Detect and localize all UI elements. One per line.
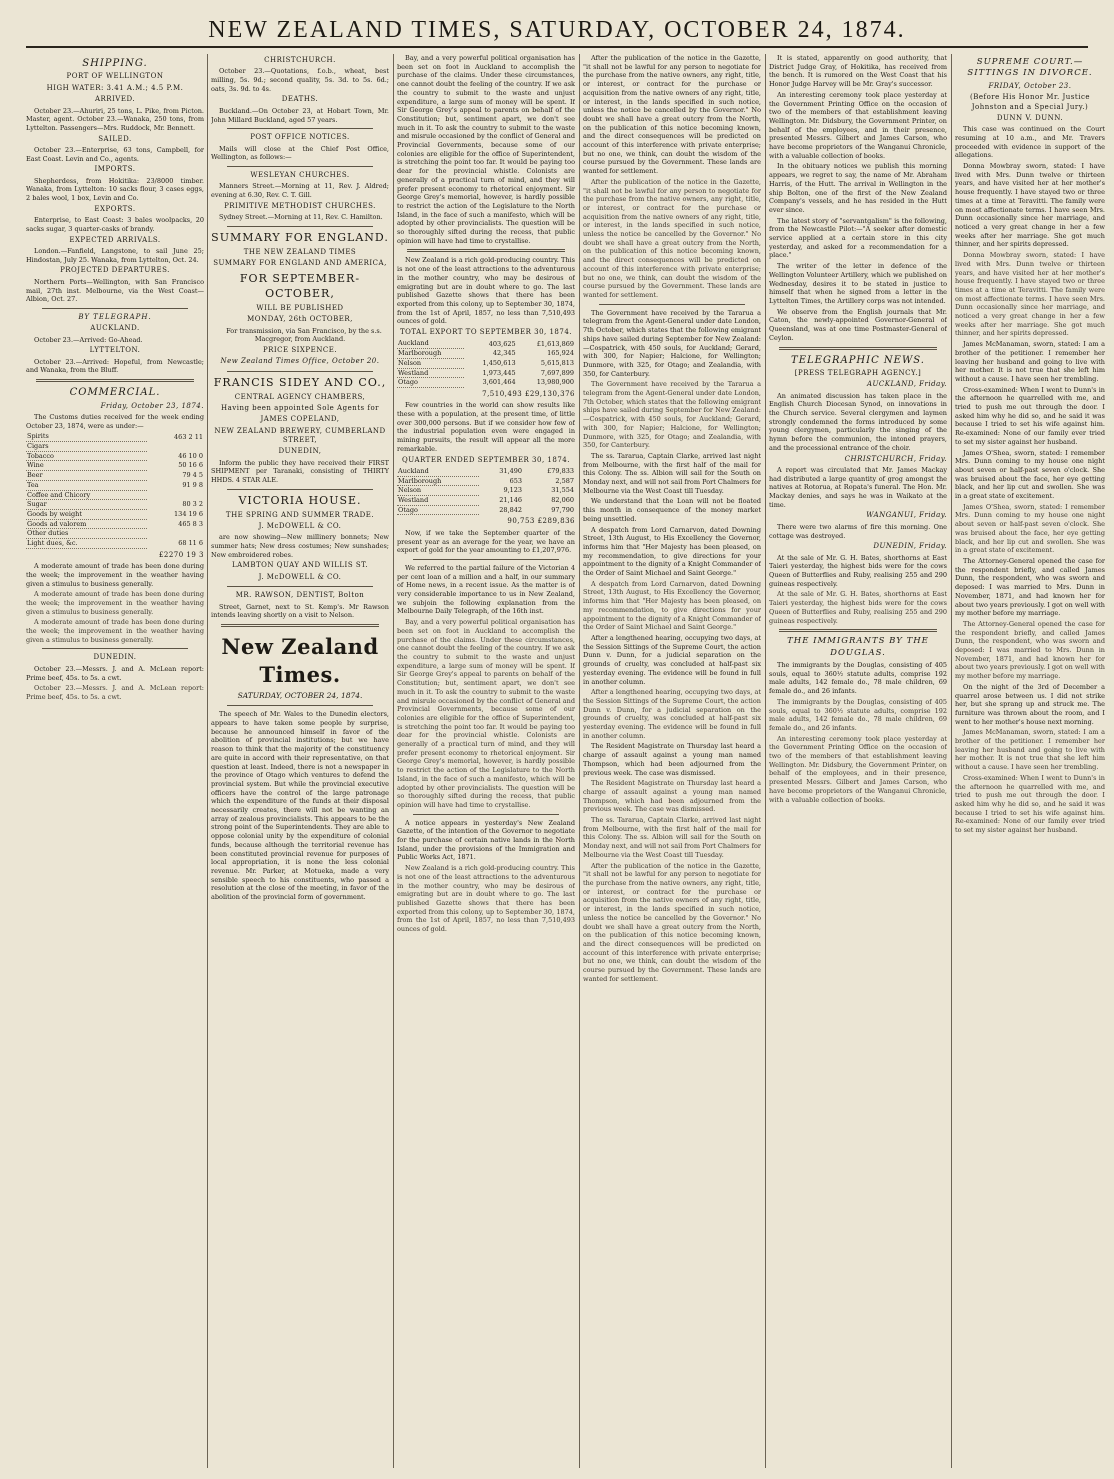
table-cell: 653 (509, 476, 523, 485)
table-row (397, 505, 575, 515)
auckland-place: AUCKLAND, Friday. (866, 380, 947, 389)
table-cell (147, 529, 204, 539)
court-bench: (Before His Honor Mr. Justice Johnston and a Special Jury.) (969, 93, 1091, 111)
court-text: Cross-examined: When I went to Dunn's in the afternoon he quarrelled with me, and tried to push me out through the door. I asked him why he did so, and he said it was because I tried to set his wife against him. Re-examined: None of our family ever tried to set my sister against her husband. (955, 385, 1105, 446)
news-text: It is stated, apparently on good authority, that District Judge Gray, of Hokitika, has received from the bench. It is rumored on the West Coast that his Honor Judge Harvey will be Mr. Gray's successor. (769, 54, 947, 89)
table-cell: 97,790 (551, 505, 574, 514)
expected-text: London.—Fanfield, Langstone, to sail June 25; Hindostan, July 25. Wanaka, from Lyttelton, Oct. 24. (26, 247, 204, 264)
table-cell: Wine (26, 461, 147, 471)
divider (36, 379, 194, 382)
summary-line: SUMMARY FOR ENGLAND AND AMERICA, (213, 259, 387, 268)
refer-filler: Bay, and a very powerful political organisation has been set on foot in Auckland to accomplish the purchase of the claims. Under these circumstances, one cannot doubt the feeling of the country. If we ask the country to submit to the waste and unjust expenditure, a large sum of money will be spent. If Sir George Grey's appeal to parents on behalf of the Constitution; but, sentiment apart, we don't see much in it. To ask the country to submit to the waste and misrule occasioned by the conflict of General and Provincial Governments, because some of our colonies are eligible for the office of Superintendent, is stretching the point too far. It would be paying too dear for the provincial whistle. Colonists are generally of a practical turn of mind, and they will prefer present economy to rhetorical enjoyment. Sir George Grey's memorial, however, is hardly possible to restrict the action of the Legislature to the North Island, in the face of such a manifesto, which will be adopted by other provincialists. The question will be so thoroughly sifted during the recess, that public opinion will have had time to crystallise. (397, 618, 575, 809)
wanganui-place: WANGANUI, Friday. (866, 511, 947, 520)
table-cell: Nelson (397, 486, 479, 496)
table-cell: Westland (397, 496, 479, 506)
table-cell: 134 19 6 (174, 509, 203, 518)
table-cell: 13,980,900 (536, 378, 574, 387)
column-6 (955, 54, 1105, 1468)
divider (227, 371, 373, 372)
table-cell: Marlborough (397, 476, 479, 486)
news-filler: A despatch from Lord Carnarvon, dated Downing Street, 13th August, to His Excellency the Governor, informs him that "Her Majesty has been pleased, on my recommendation, to give directions for your appointment to the dignity of a Knight Commander of the Order of Saint Michael and Saint George." (583, 579, 761, 632)
divider (42, 308, 188, 309)
court-heading: SUPREME COURT.—SITTINGS IN DIVORCE. (967, 57, 1093, 79)
news-filler: After the publication of the notice in the Gazette, "it shall not be lawful for any person to negotiate for the purchase from the native owners, any right, title, or interest, or contract for the purchase or acquisition from the native owners of any right, title, or interest, in the lands specified in such notice, unless the notice be cancelled by the Governor." No doubt we shall have a great outcry from the North, on the publication of this notice becoming known, and the direct consequences will be predicted on account of this interference with private enterprise; but no one, we think, can doubt the wisdom of the course pursued by the Government. These lands are wanted for settlement. (583, 177, 761, 299)
table-cell: 79 4 5 (182, 471, 203, 480)
masthead-title: NEW ZEALAND TIMES, SATURDAY, OCTOBER 24, 1874. (208, 16, 906, 43)
immigrants-filler: The immigrants by the Douglas, consisting of 405 souls, equal to 360½ statute adults, comprise 192 male adults, 142 female do., 78 male children, 69 female do., and 26 infants. (769, 697, 947, 732)
table-row (26, 471, 204, 481)
refer-text: We referred to the partial failure of the Victorian 4 per cent loan of a million and a half, in our summary of Home news, in a recent issue. As the matter is of very considerable importance to us in New Zealand, we subjoin the following explanation from the Melbourne Daily Telegraph, of the 16th inst. (397, 563, 575, 616)
table-cell: Sugar (26, 500, 147, 510)
expected-heading: EXPECTED ARRIVALS. (69, 235, 161, 244)
table-cell: Goods by weight (26, 509, 147, 519)
table-cell (147, 442, 204, 452)
court-text: On the night of the 3rd of December a quarrel arose between us. I did not strike her, but she sprang up and struck me. The furniture was thrown about the room, and I went to her mother's house next morning. (955, 682, 1105, 726)
table-cell: Marlborough (397, 349, 464, 359)
sept-table (397, 467, 575, 516)
table-cell: Auckland (397, 339, 464, 348)
summary-heading: SUMMARY FOR ENGLAND. (211, 230, 389, 244)
commercial-more: A moderate amount of trade has been done during the week; the improvement in the weather having given a stimulus to business generally. (26, 562, 204, 588)
column-3 (397, 54, 575, 1468)
summary-line: For transmission, via San Francisco, by the s.s. Macgregor, from Auckland. (226, 326, 382, 344)
paper-date: SATURDAY, OCTOBER 24, 1874. (237, 691, 363, 701)
commercial-date: Friday, October 23, 1874. (100, 401, 204, 410)
christchurch-place: CHRISTCHURCH, Friday. (844, 454, 947, 463)
table-cell: Tea (26, 480, 147, 490)
news-text: The ss. Tararua, Captain Clarke, arrived last night from Melbourne, with the first half of the mail for this Colony. The ss. Albion will sail for the South on Monday next, and will not sail from Port Chalmers for Melbourne via the West Coast till Tuesday. (583, 451, 761, 495)
table-cell: 9,123 (503, 486, 523, 495)
table-row (26, 480, 204, 490)
news-text: The latest story of "servantgalism" is the following, from the Newcastle Pilot:—"A seeker after domestic service applied at a certain store in this city yesterday, and asked for a recommendation for a place." (769, 216, 947, 260)
table-cell: 463 2 11 (174, 432, 203, 441)
divider (413, 559, 559, 560)
dentist-text: Street, Garnet, next to St. Kemp's. Mr Rawson intends leaving shortly on a visit to Nelson. (211, 602, 389, 620)
table-row (397, 496, 575, 506)
summary-line: WILL BE PUBLISHED (256, 303, 344, 312)
table-cell: 91 9 8 (182, 480, 203, 489)
immigrants-filler: An interesting ceremony took place yesterday at the Government Printing Office on the occasion of two of the members of that establishment leaving Wellington. Mr. Didsbury, the Government Printer, on behalf of the employees, and in their presence, presented Messrs. Gilbert and James Carson, who have become proprietors of the Wanganui Chronicle, with a valuable collection of books. (769, 734, 947, 804)
divider (599, 304, 745, 305)
sidey-heading: FRANCIS SIDEY AND CO., (213, 375, 387, 389)
table-row (26, 451, 204, 461)
table-cell: Other duties (26, 529, 147, 539)
paper-title: New Zealand Times. (221, 633, 379, 688)
commercial-filler: A moderate amount of trade has been done during the week; the improvement in the weather having given a stimulus to business generally. (26, 618, 204, 644)
sidey-more: Inform the public they have received their FIRST SHIPMENT per Taranaki, consisting of THIRTY HHDS. 4 STAR ALE. (211, 458, 389, 485)
table-row (397, 486, 575, 496)
divider (227, 128, 373, 129)
commercial-text: The Customs duties received for the week ending October 23, 1874, were as under:— (26, 412, 204, 430)
export-heading: TOTAL EXPORT TO SEPTEMBER 30, 1874. (399, 328, 573, 337)
customs-table (26, 432, 204, 548)
court-filler: Cross-examined: When I went to Dunn's in the afternoon he quarrelled with me, and tried to push me out through the door. I asked him why he did so, and he said it was because I tried to set his wife against him. Re-examined: None of our family ever tried to set my sister against her husband. (955, 773, 1105, 835)
table-row (26, 500, 204, 510)
table-cell: 31,490 (499, 467, 523, 476)
masthead (26, 14, 1088, 48)
dunedin-text: October 23.—Messrs. J. and A. McLean report: Prime beef, 45s. to 5s. a cwt. (26, 664, 204, 682)
table-cell: Tobacco (26, 451, 147, 461)
news-filler: The Resident Magistrate on Thursday last heard a charge of assault against a young man named Thompson, which had been adjourned from the previous week. The case was dismissed. (583, 779, 761, 814)
court-date: FRIDAY, October 23. (988, 81, 1072, 90)
table-cell: 165,924 (547, 349, 574, 358)
news-filler: After the publication of the notice in the Gazette, "it shall not be lawful for any person to negotiate for the purchase from the native owners, any right, title, or interest, or contract for the purchase or acquisition from the native owners of any right, title, or interest, in the lands specified in such notice, unless the notice be cancelled by the Governor." No doubt we shall have a great outcry from the North, on the publication of this notice becoming known, and the direct consequences will be predicted on account of this interference with private enterprise; but no one, we think, can doubt the wisdom of the course pursued by the Government. These lands are wanted for settlement. (583, 861, 761, 983)
sept-total: 90,753 £289,836 (507, 517, 575, 526)
summary-price: PRICE SIXPENCE. (262, 346, 338, 355)
export-total: 7,510,493 £29,130,376 (482, 389, 575, 398)
christchurch-text: A report was circulated that Mr. James Mackay had distributed a large quantity of grog amongst the natives at Rotorua, at Ropata's funeral. The Hon. Mr. Mackay denies, and says he was in Waikato at the time. (769, 465, 947, 509)
sidey-name: JAMES COPELAND, (260, 415, 340, 424)
news-text: We understand that the Loan will not be floated this month in consequence of the money market being unsettled. (583, 497, 761, 523)
sailed-text: October 23.—Enterprise, 63 tons, Campbell, for East Coast. Levin and Co., agents. (26, 146, 204, 163)
table-cell (147, 490, 204, 500)
telegraphic-sub: [PRESS TELEGRAPH AGENCY.] (794, 368, 922, 377)
court-filler: James McManaman, sworn, stated: I am a brother of the petitioner. I remember her leaving her husband and going to live with her mother. It is not true that she left him without a cause. I have seen her trembling. (955, 728, 1105, 772)
court-text: James McManaman, sworn, stated: I am a brother of the petitioner. I remember her leaving her husband and going to live with her mother. It is not true that she left him without a cause. I have seen her trembling. (955, 340, 1105, 383)
news-text: After the publication of the notice in the Gazette, "it shall not be lawful for any person to negotiate for the purchase from the native owners, any right, title, or interest, or contract for the purchase or acquisition from the native owners of any right, title, or interest, in the lands specified in such notice, unless the notice be cancelled by the Governor." No doubt we shall have a great outcry from the North, on the publication of this notice becoming known, and the direct consequences will be predicted on account of this interference with private enterprise; but no one, we think, can doubt the wisdom of the course pursued by the Government. These lands are wanted for settlement. (583, 54, 761, 176)
now-text: Now, if we take the September quarter of the present year as an average for the year, we have an export of gold for the year amounting to £1,207,976. (397, 528, 575, 555)
table-cell: Beer (26, 471, 147, 481)
news-text: An interesting ceremony took place yesterday at the Government Printing Office on the occasion of two of the members of that establishment leaving Wellington. Mr. Didsbury, the Government Printer, on behalf of the employees, and in their presence, presented Messrs. Gilbert and James Carson, who have become proprietors of the Wanganui Chronicle, with a valuable collection of books. (769, 90, 947, 160)
immigrants-text: The immigrants by the Douglas, consisting of 405 souls, equal to 360½ statute adults, comprise 192 male adults, 142 female do., 78 male children, 69 female do., and 26 infants. (769, 660, 947, 696)
table-row (397, 476, 575, 486)
wanganui-text: There were two alarms of fire this morning. One cottage was destroyed. (769, 522, 947, 540)
divider (227, 226, 373, 227)
table-cell: 7,697,899 (540, 368, 574, 377)
commercial-heading: COMMERCIAL. (69, 387, 161, 399)
few-text: Few countries in the world can show results like these with a population, at the present time, of little over 300,000 persons. But if we consider how few of the industrial population even were engaged in mining pursuits, the result will appear all the more remarkable. (397, 401, 575, 453)
arrived-text: October 23.—Ahuriri, 25 tons, L. Pike, from Picton. Master, agent. October 23.—Wanaka, 250 tons, from Lyttelton. Passengers—Mrs. Ruddock, Mr. Bennett. (26, 106, 204, 132)
shipping-heading: SHIPPING. (82, 58, 148, 69)
column-rule (393, 54, 394, 1468)
table-cell: 1,450,613 (482, 358, 516, 367)
news-filler: The Government have received by the Tararua a telegram from the Agent-General under date London, 7th October, which states that the following emigrant ships have sailed during September for New Zealand:—Cospatrick, with 450 souls, for Auckland; Gerard, with 300, for Napier; Halcione, for Wellington; Dunmore, with 325, for Otago; and Zealandia, with 350, for Canterbury. (583, 380, 761, 450)
immigrants-heading: THE IMMIGRANTS BY THE DOUGLAS. (787, 636, 929, 658)
deaths-text: Buckland.—On October 23, at Hobart Town, Mr. John Millard Buckland, aged 57 years. (211, 106, 389, 124)
table-row (397, 368, 575, 378)
primitive-text: Sydney Street.—Morning at 11, Rev. C. Hamilton. (219, 213, 383, 222)
table-cell: 403,625 (488, 339, 516, 348)
christchurch-text: October 23.—Quotations, f.o.b., wheat, best milling, 5s. 9d.; second quality, 5s. 3d. to 5s. 6d.; oats, 3s. 9d. to 4s. (211, 67, 389, 93)
column-4 (583, 54, 761, 1468)
table-cell: 80 3 2 (182, 500, 203, 509)
news-text: The Resident Magistrate on Thursday last heard a charge of assault against a young man named Thompson, which had been adjourned from the previous week. The case was dismissed. (583, 742, 761, 777)
editorial-continued: Bay, and a very powerful political organisation has been set on foot in Auckland to accomplish the purchase of the claims. Under these circumstances, one cannot doubt the feeling of the country. If we ask the country to submit to the waste and unjust expenditure, a large sum of money will be spent. If Sir George Grey's appeal to parents on behalf of the Constitution; but, sentiment apart, we don't see much in it. To ask the country to submit to the waste and misrule occasioned by the conflict of General and Provincial Governments, because some of our colonies are eligible for the office of Superintendent, is stretching the point too far. It would be paying too dear for the provincial whistle. Colonists are generally of a practical turn of mind, and they will prefer present economy to rhetorical enjoyment. Sir George Grey's memorial, however, is hardly possible to restrict the action of the Legislature to the North Island, in the face of such a manifesto, which will be adopted by other provincialists. The question will be so thoroughly sifted during the recess, that public opinion will have had time to crystallise. (397, 54, 575, 245)
customs-total: £2270 19 3 (158, 550, 204, 559)
table-row (397, 339, 575, 348)
table-row (397, 467, 575, 476)
table-row (397, 358, 575, 368)
imports-heading: IMPORTS. (94, 165, 136, 174)
table-cell: Light dues, &c. (26, 539, 147, 549)
table-cell: 46 10 0 (178, 451, 203, 460)
news-text: After a lengthened hearing, occupying two days, at the Session Sittings of the Supreme Court, the action Dunn v. Dunn, for a judicial separation on the grounds of cruelty, was concluded at half-past six yesterday evening. The evidence will be found in full in another column. (583, 634, 761, 686)
table-cell: 68 11 6 (178, 539, 203, 548)
table-cell: Goods ad valorem (26, 519, 147, 529)
divider (227, 586, 373, 587)
notice-text: A notice appears in yesterday's New Zealand Gazette, of the intention of the Governor to negotiate for the purchase of certain native lands in the North Island, under the provisions of the Immigration and Public Works Act, 1871. (397, 818, 575, 862)
auckland-heading: AUCKLAND. (90, 324, 140, 333)
column-rule (951, 54, 952, 1468)
table-row (397, 378, 575, 388)
telegraph-heading: BY TELEGRAPH. (78, 312, 152, 321)
table-cell: Spirits (26, 432, 147, 441)
victoria-address: LAMBTON QUAY AND WILLIS ST. (231, 561, 369, 570)
summary-line: MONDAY, 26th OCTOBER, (247, 315, 353, 324)
news-text: We observe from the English journals that Mr. Caton, the newly-appointed Governor-General of Queensland, was at one time Postmaster-General of Ceylon. (769, 307, 947, 342)
news-filler: The ss. Tararua, Captain Clarke, arrived last night from Melbourne, with the first half of the mail for this Colony. The ss. Albion will sail for the South on Monday next, and will not sail from Port Chalmers for Melbourne via the West Coast till Tuesday. (583, 816, 761, 859)
table-cell: 50 16 6 (178, 461, 203, 470)
table-cell: £1,613,869 (536, 339, 574, 348)
dentist-heading: MR. RAWSON, DENTIST, Bolton (235, 591, 365, 600)
court-text: This case was continued on the Court resuming at 10 a.m., and Mr. Travers proceeded with evidence in support of the allegations. (955, 125, 1105, 160)
court-text: Donna Mowbray sworn, stated: I have lived with Mrs. Dunn twelve or thirteen years, and have visited her at her mother's house frequently. I have stayed two or three times at a time at Teravitti. The family were on most affectionate terms. I have seen Mrs. Dunn occasionally since her marriage, and noticed a very great change in her a few weeks after her marriage. She got much thinner, and her spirits depressed. (955, 162, 1105, 249)
table-cell: 28,842 (499, 505, 523, 514)
projected-heading: PROJECTED DEPARTURES. (60, 266, 170, 275)
summary-line: THE NEW ZEALAND TIMES (243, 247, 357, 256)
table-cell: 1,973,445 (482, 368, 516, 377)
table-cell: 42,345 (492, 349, 516, 358)
news-text: In the obituary notices we publish this morning appears, we regret to say, the name of Mr. Abraham Harris, of the Hutt. The arrival in Wellington in the ship Bolton, one of the first of the New Zealand Company's vessels, and he has resided in the Hutt ever since. (769, 162, 947, 214)
court-case: DUNN V. DUNN. (996, 113, 1064, 122)
column-rule (765, 54, 766, 1468)
table-cell: Auckland (397, 467, 479, 476)
post-office-heading: POST OFFICE NOTICES. (250, 133, 350, 142)
deaths-heading: DEATHS. (281, 95, 319, 104)
table-cell: 5,615,813 (540, 358, 574, 367)
export-table (397, 339, 575, 388)
divider (227, 166, 373, 167)
dunedin-text: At the sale of Mr. G. H. Bates, shorthorns at East Taieri yesterday, the highest bids were for the cows Queen of Butterflies and Ruby, realising 255 and 290 guineas respectively. (769, 553, 947, 588)
telegraphic-heading: TELEGRAPHIC NEWS. (791, 354, 925, 366)
table-cell: 82,060 (551, 496, 574, 505)
table-cell: Cigars (26, 442, 147, 452)
victoria-text: are now showing—New millinery bonnets; New summer hats; New dress costumes; New sunshades; New embroidered robes. (211, 533, 389, 559)
victoria-heading: VICTORIA HOUSE. (238, 493, 362, 507)
dunedin-filler: October 23.—Messrs. J. and A. McLean report: Prime beef, 45s. to 5s. a cwt. (26, 684, 204, 701)
table-cell: Nelson (397, 358, 464, 368)
divider (407, 249, 565, 252)
lyttelton-heading: LYTTELTON. (89, 346, 141, 355)
table-row (397, 349, 575, 359)
court-filler: James O'Shea, sworn, stated: I remember Mrs. Dunn coming to my house one night about seven or half-past seven o'clock. She was bruised about the face, her eye getting black, and her lip cut and swollen. She was in a great state of excitement. (955, 502, 1105, 555)
table-row (26, 442, 204, 452)
gold-text: New Zealand is a rich gold-producing country. This is not one of the least attractions to the adventurous in the mother country, who may be desirous of emigrating but are in doubt where to go. The last published Gazette shows that there has been exported from this colony, up to September 30, 1874, from the 1st of April, 1857, no less than 7,510,493 ounces of gold. (397, 256, 575, 326)
column-5 (769, 54, 947, 1468)
dunedin-filler: At the sale of Mr. G. H. Bates, shorthorns at East Taieri yesterday, the highest bids were for the cows Queen of Butterflies and Ruby, realising 255 and 290 guineas respectively. (769, 590, 947, 625)
table-row (26, 519, 204, 529)
wesleyan-text: Manners Street.—Morning at 11, Rev. J. Aldred; evening at 6.30, Rev. C. T. Gill. (211, 182, 389, 200)
court-filler: The Attorney-General opened the case for the respondent briefly, and called James Dunn, the respondent, who was sworn and deposed: I was married to Mrs. Dunn in November, 1871, and had known her for about two years previously. I got on well with my mother before my marriage. (955, 619, 1105, 681)
lyttelton-text: October 23.—Arrived: Hopeful, from Newcastle; and Wanaka, from the Bluff. (26, 357, 204, 375)
divider (779, 629, 937, 632)
divider (42, 648, 188, 649)
table-cell: 465 8 3 (178, 519, 203, 528)
news-text: The writer of the letter in defence of the Wellington Volunteer Artillery, which we published on Wednesday, desires it to be stated in justice to himself that when he signed from a letter in the Lyttelton Times, the Artillery corps was not intended. (769, 262, 947, 305)
summary-line: FOR SEPTEMBER-OCTOBER, (239, 272, 361, 301)
auckland-text: An animated discussion has taken place in the English Church Diocesan Synod, on innovations in the Church service. Several clergymen and laymen strongly condemned the forms introduced by some young clergymen, particularly the singing of the hymn before the communion, the intoned prayers, and the processional entrance of the choir. (769, 391, 947, 452)
column-rule (579, 54, 580, 1468)
projected-text: Northern Ports—Wellington, with San Francisco mail, 27th inst. Melbourne, via the West Coast—Albion, Oct. 27. (26, 277, 204, 304)
court-text: James O'Shea, sworn, stated: I remember Mrs. Dunn coming to my house one night about seven or half-past seven o'clock. She was bruised about the face, her eye getting black, and her lip cut and swollen. She was in a great state of excitement. (955, 448, 1105, 501)
editorial-text: The speech of Mr. Wales to the Dunedin electors, appears to have taken some people by surprise, because he announced himself in favor of the abolition of provincial institutions; but we have reason to think that the majority of the constituency are quite in accord with their representative, on that question at least. Indeed, there is not a newspaper in the province of Otago which ventures to defend the provincial system. But while the provincial executive officers have the control of the large patronage which the expenditure of the funds at their disposal necessarily creates, there will not be wanting an array of zealous provincialists. This appears to be the strong point of the Superintendents. They are able to oppose colonial unity by the expenditure of colonial funds, because although the territorial revenue has been constituted provincial revenue for purposes of local appropriation, it is none the less colonial revenue. Mr. Parker, at Motueka, made a very sensible speech to his constituents, who passed a resolution at the close of the meeting, in favor of the abolition of the provincial form of government. (211, 710, 389, 902)
table-row (26, 461, 204, 471)
table-cell: 21,146 (499, 496, 523, 505)
table-row (26, 432, 204, 441)
exports-heading: EXPORTS. (94, 204, 136, 213)
victoria-name-2: J. McDOWELL & CO. (258, 572, 342, 581)
post-office-text: Mails will close at the Chief Post Office, Wellington, as follows:— (211, 144, 389, 162)
table-cell: 31,554 (551, 486, 574, 495)
dunedin-heading: DUNEDIN. (93, 653, 137, 662)
exports-text: Enterprise, to East Coast: 3 bales woolpacks, 20 sacks sugar, 3 quarter-casks of brandy. (26, 216, 204, 233)
table-cell: £79,833 (547, 467, 574, 476)
victoria-name: J. McDOWELL & CO. (258, 521, 342, 530)
table-row (26, 490, 204, 500)
divider (779, 347, 937, 350)
commercial-filler: A moderate amount of trade has been done during the week; the improvement in the weather having given a stimulus to business generally. (26, 590, 204, 616)
court-filler: Donna Mowbray sworn, stated: I have lived with Mrs. Dunn twelve or thirteen years, and have visited her at her mother's house frequently. I have stayed two or three times at a time at Teravitti. The family were on most affectionate terms. I have seen Mrs. Dunn occasionally since her marriage, and noticed a very great change in her a few weeks after her marriage. She got much thinner, and her spirits depressed. (955, 251, 1105, 338)
divider (413, 814, 559, 815)
divider (227, 705, 373, 706)
column-rule (207, 54, 208, 1468)
table-row (26, 529, 204, 539)
wesleyan-heading: WESLEYAN CHURCHES. (250, 171, 350, 180)
sidey-place: DUNEDIN, (278, 447, 322, 456)
table-row (26, 539, 204, 549)
summary-office: New Zealand Times Office, October 20. (220, 357, 380, 366)
sailed-heading: SAILED. (98, 134, 132, 143)
primitive-heading: PRIMITIVE METHODIST CHURCHES. (224, 201, 376, 210)
table-cell: Otago (397, 505, 479, 515)
column-2 (211, 54, 389, 1468)
news-filler: After a lengthened hearing, occupying two days, at the Session Sittings of the Supreme Court, the action Dunn v. Dunn, for a judicial separation on the grounds of cruelty, was concluded at half-past six yesterday evening. The evidence will be found in full in another column. (583, 688, 761, 740)
court-text: The Attorney-General opened the case for the respondent briefly, and called James Dunn, the respondent, who was sworn and deposed: I was married to Mrs. Dunn in November, 1871, and had known her for about two years previously. I got on well with my mother before my marriage. (955, 557, 1105, 618)
table-cell: 2,587 (555, 476, 574, 485)
imports-text: Shepherdess, from Hokitika: 23/8000 timber. Wanaka, from Lyttelton: 10 sacks flour, 3 cases eggs, 2 bales wool, 1 box, Levin and Co. (26, 176, 204, 203)
sidey-sub: CENTRAL AGENCY CHAMBERS, (234, 392, 366, 401)
arrived-heading: ARRIVED. (94, 95, 136, 104)
table-cell: Coffee and Chicory (26, 490, 147, 500)
table-cell: 3,601,464 (482, 378, 516, 387)
dunedin-place: DUNEDIN, Friday. (873, 542, 947, 551)
table-row (26, 509, 204, 519)
auckland-text: October 23.—Arrived: Go-Ahead. (34, 335, 143, 344)
christchurch-heading: CHRISTCHURCH. (264, 56, 336, 64)
news-text: A despatch from Lord Carnarvon, dated Downing Street, 13th August, to His Excellency the Governor, informs him that "Her Majesty has been pleased, on my recommendation, to give directions for your appointment to the dignity of a Knight Commander of the Order of Saint Michael and Saint George." (583, 525, 761, 578)
table-cell: Westland (397, 368, 464, 378)
news-text: The Government have received by the Tararua a telegram from the Agent-General under date London, 7th October, which states that the following emigrant ships have sailed during September for New Zealand:—Cospatrick, with 450 souls, for Auckland; Gerard, with 300, for Napier; Halcione, for Wellington; Dunmore, with 325, for Otago; and Zealandia, with 350, for Canterbury. (583, 308, 761, 378)
victoria-sub: THE SPRING AND SUMMER TRADE. (225, 510, 375, 519)
sept-heading: QUARTER ENDED SEPTEMBER 30, 1874. (402, 455, 570, 464)
column-1 (26, 54, 204, 1468)
notice-filler: New Zealand is a rich gold-producing country. This is not one of the least attractions to the adventurous in the mother country, who may be desirous of emigrating but are in doubt where to go. The last published Gazette shows that there has been exported from this colony, up to September 30, 1874, from the 1st of April, 1857, no less than 7,510,493 ounces of gold. (397, 864, 575, 934)
divider (221, 624, 379, 627)
divider (227, 489, 373, 490)
sidey-text: Having been appointed Sole Agents for (220, 403, 380, 412)
port-name: PORT OF WELLINGTON (66, 72, 164, 81)
sidey-brewery: NEW ZEALAND BREWERY, CUMBERLAND STREET, (214, 426, 386, 444)
high-water: HIGH WATER: 3.41 A.M.; 4.5 P.M. (46, 83, 184, 92)
table-cell: Otago (397, 378, 464, 388)
